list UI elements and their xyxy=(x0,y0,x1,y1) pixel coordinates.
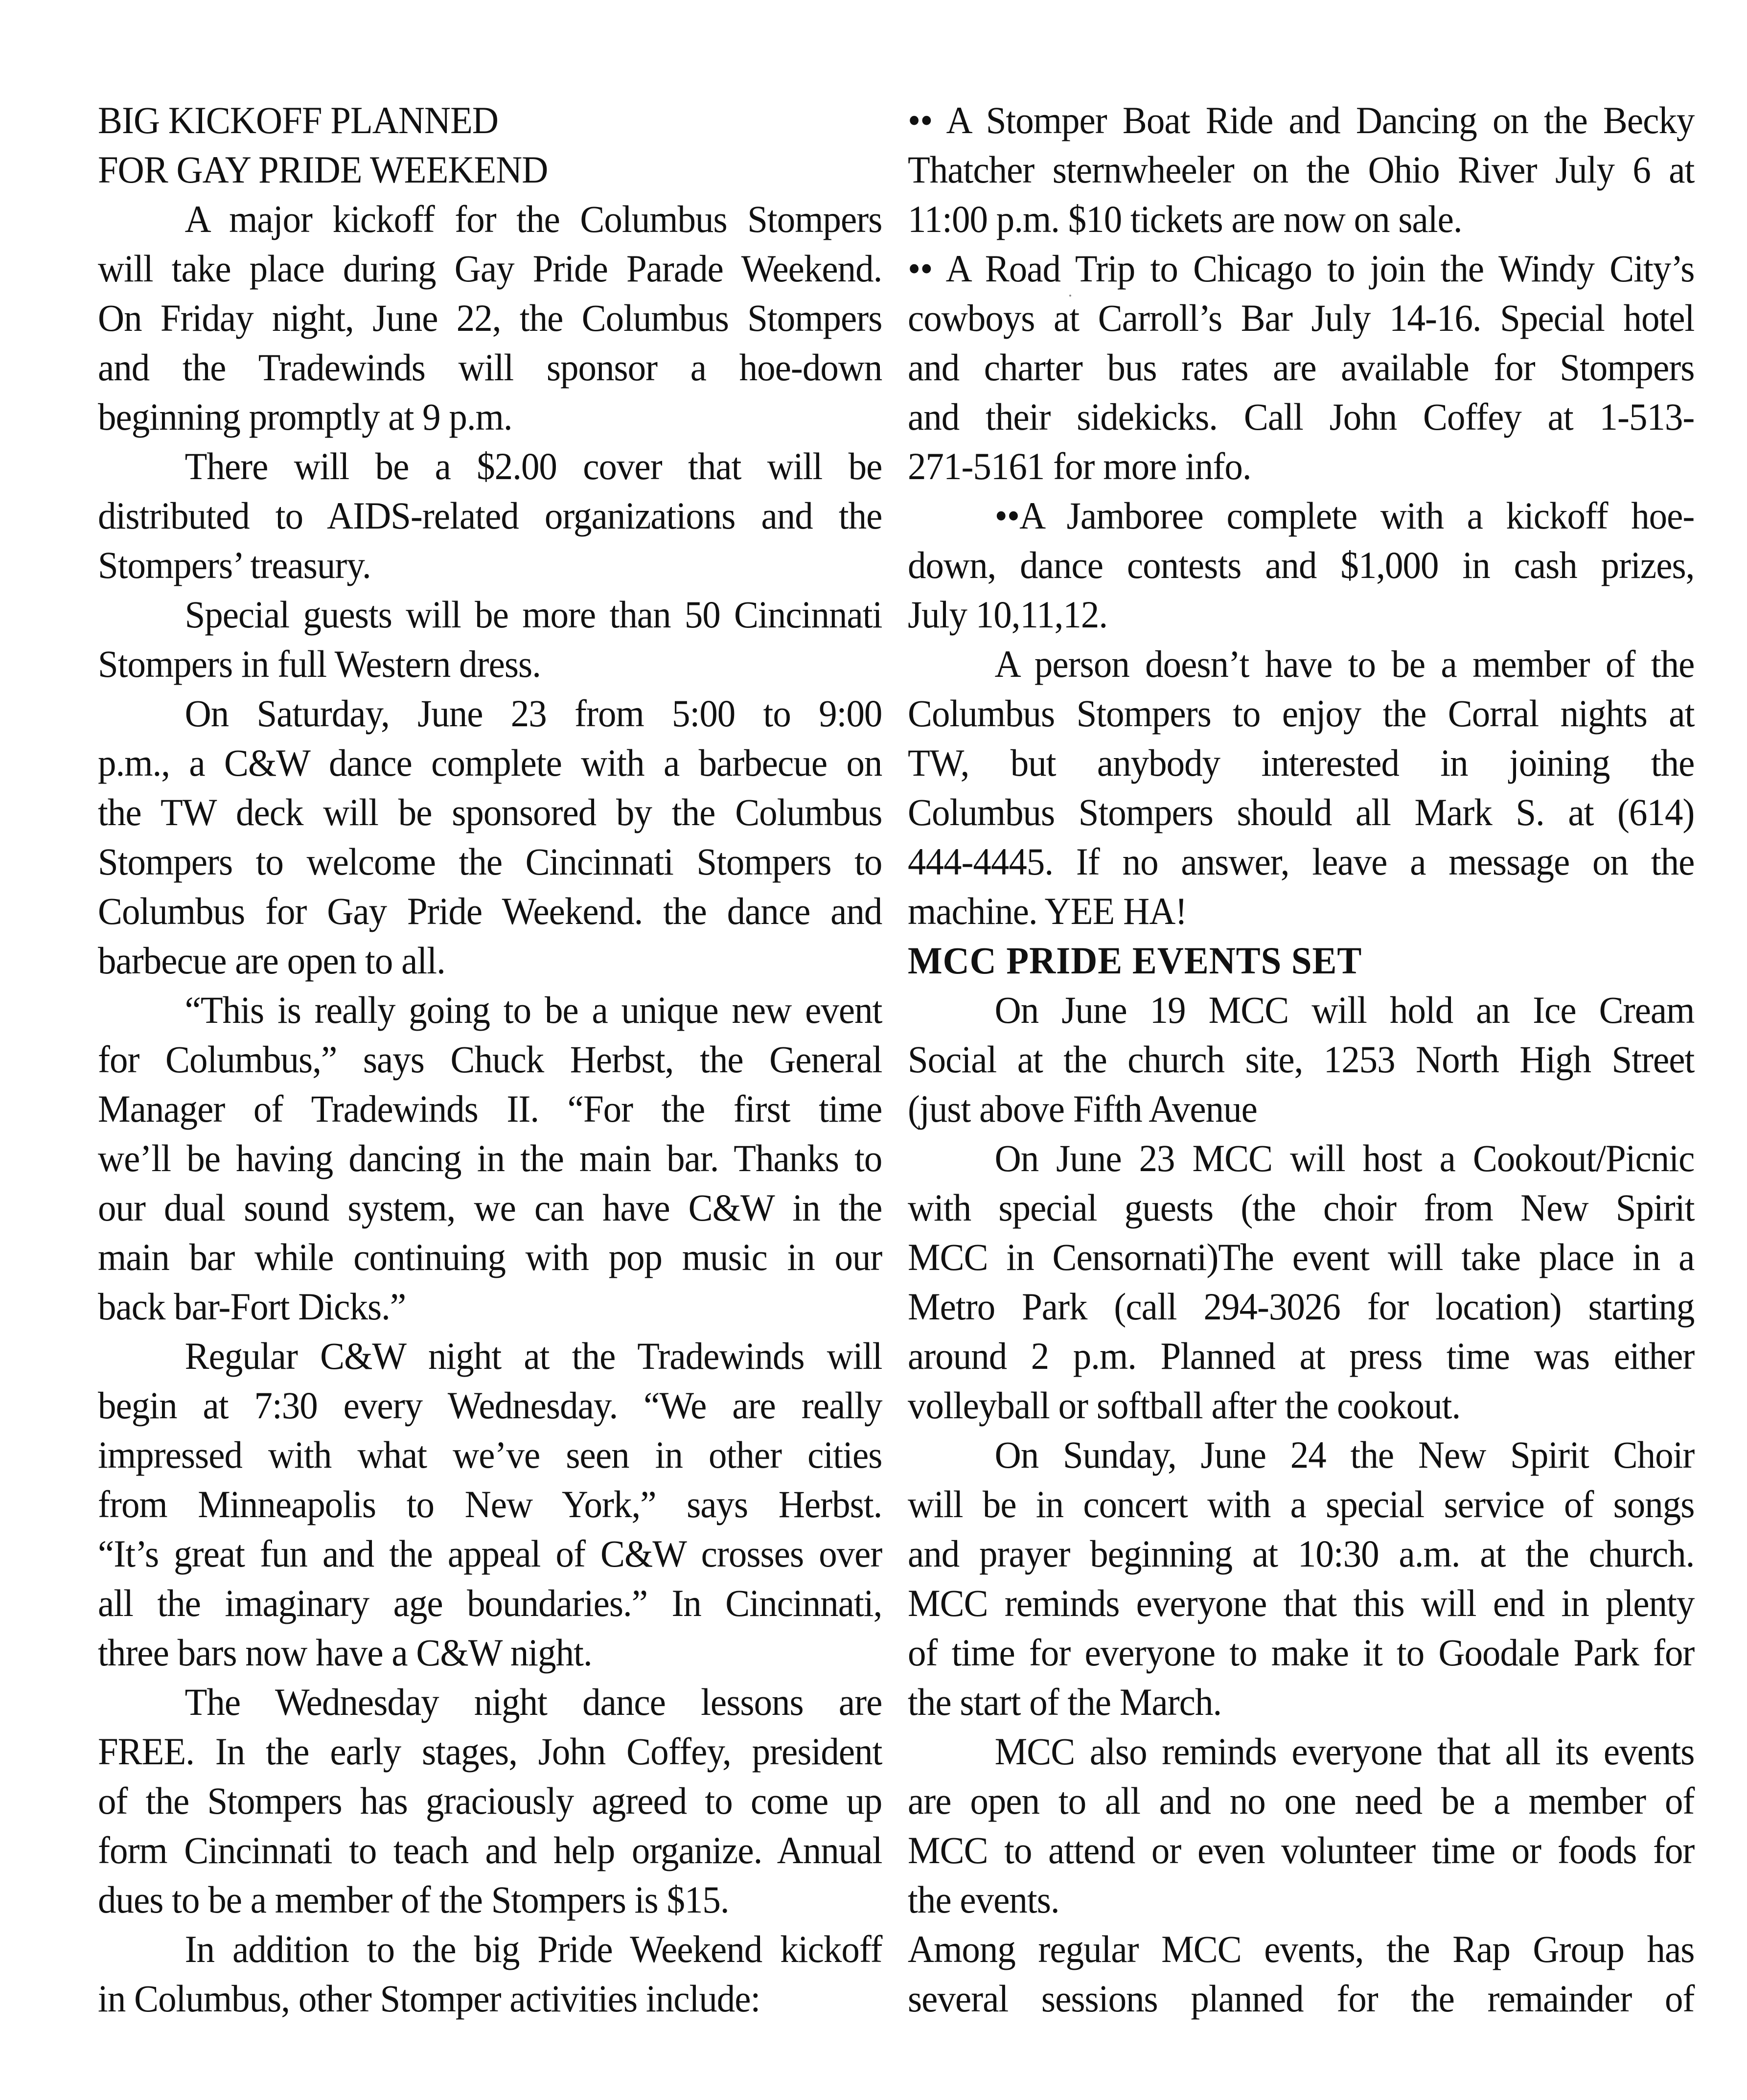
text-line: several sessions planned for the remainder of xyxy=(908,1977,1695,2020)
text-line: cowboys at Carroll’s Bar July 14-16. Special hotel xyxy=(908,297,1695,339)
text-line: MCC also reminds everyone that all its events xyxy=(994,1730,1695,1773)
text-line: Stompers to welcome the Cincinnati Stompers to xyxy=(98,840,882,883)
text-line: Social at the church site, 1253 North High Street xyxy=(908,1038,1695,1081)
text-line: the start of the March. xyxy=(908,1681,1222,1723)
text-line: around 2 p.m. Planned at press time was either xyxy=(908,1335,1695,1377)
text-line: p.m., a C&W dance complete with a barbecue on xyxy=(98,741,882,784)
text-line: MCC in Censornati)The event will take place in a xyxy=(908,1236,1695,1278)
text-line: MCC to attend or even volunteer time or foods for xyxy=(908,1829,1695,1871)
text-line: On June 23 MCC will host a Cookout/Picnic xyxy=(994,1137,1695,1179)
article-body-continued xyxy=(908,95,1696,936)
text-line: Stompers in full Western dress. xyxy=(98,643,541,685)
text-line: all the imaginary age boundaries.” In Cincinnati, xyxy=(98,1582,882,1624)
text-line: TW, but anybody interested in joining the xyxy=(908,741,1695,784)
article-mcc-pride-events xyxy=(908,936,1696,2023)
text-line: •• A Stomper Boat Ride and Dancing on the Becky xyxy=(908,99,1695,141)
text-line: our dual sound system, we can have C&W in the xyxy=(98,1186,882,1229)
text-line: form Cincinnati to teach and help organize. Annual xyxy=(98,1829,882,1871)
text-line: •• A Road Trip to Chicago to join the Windy City’s xyxy=(908,247,1695,290)
text-line: Metro Park (call 294-3026 for location) starting xyxy=(908,1285,1695,1328)
text-line: of time for everyone to make it to Goodale Park for xyxy=(908,1631,1695,1674)
text-line: and the Tradewinds will sponsor a hoe-down xyxy=(98,346,882,389)
text-line: barbecue are open to all. xyxy=(98,939,445,982)
right-column xyxy=(908,95,1696,2023)
headline-mcc: MCC PRIDE EVENTS SET xyxy=(908,939,1362,982)
text-line: dues to be a member of the Stompers is $15. xyxy=(98,1878,729,1921)
text-line: begin at 7:30 every Wednesday. “We are really xyxy=(98,1384,882,1427)
text-line: A person doesn’t have to be a member of the xyxy=(994,643,1695,685)
text-line: Thatcher sternwheeler on the Ohio River July 6 at xyxy=(908,148,1695,191)
text-line: In addition to the big Pride Weekend kickoff xyxy=(184,1928,882,1970)
text-line: three bars now have a C&W night. xyxy=(98,1631,592,1674)
text-line: the events. xyxy=(908,1878,1059,1921)
text-line: On June 19 MCC will hold an Ice Cream xyxy=(994,989,1695,1031)
text-line: and prayer beginning at 10:30 a.m. at the church. xyxy=(908,1532,1695,1575)
text-line: ••A Jamboree complete with a kickoff hoe- xyxy=(994,494,1695,537)
text-line: Special guests will be more than 50 Cincinnati xyxy=(184,593,882,636)
text-line: On Friday night, June 22, the Columbus Stompers xyxy=(98,297,882,339)
text-line: back bar-Fort Dicks.” xyxy=(98,1285,406,1328)
text-line: of the Stompers has graciously agreed to come up xyxy=(98,1779,882,1822)
text-line: Columbus Stompers to enjoy the Corral nights at xyxy=(908,692,1695,735)
text-line: “This is really going to be a unique new event xyxy=(184,989,882,1031)
text-line: for Columbus,” says Chuck Herbst, the General xyxy=(98,1038,882,1081)
text-line: impressed with what we’ve seen in other cities xyxy=(98,1433,882,1476)
text-line: down, dance contests and $1,000 in cash prizes, xyxy=(908,544,1695,586)
text-line: 11:00 p.m. $10 tickets are now on sale. xyxy=(908,198,1462,240)
text-line: 271-5161 for more info. xyxy=(908,445,1251,487)
text-line: main bar while continuing with pop music in our xyxy=(98,1236,882,1278)
text-line: in Columbus, other Stomper activities include: xyxy=(98,1977,760,2020)
article-big-kickoff-continued xyxy=(908,95,1696,936)
left-column xyxy=(98,95,883,2023)
headline-line-2: FOR GAY PRIDE WEEKEND xyxy=(98,148,548,191)
text-line: July 10,11,12. xyxy=(908,593,1108,636)
text-line: and their sidekicks. Call John Coffey at 1-513- xyxy=(908,395,1695,438)
text-line: On Sunday, June 24 the New Spirit Choir xyxy=(994,1433,1695,1476)
text-line: There will be a $2.00 cover that will be xyxy=(184,445,882,487)
text-line: beginning promptly at 9 p.m. xyxy=(98,395,512,438)
text-line: 444-4445. If no answer, leave a message on the xyxy=(908,840,1695,883)
text-line: distributed to AIDS-related organizations and the xyxy=(98,494,882,537)
text-line: “It’s great fun and the appeal of C&W crosses over xyxy=(98,1532,882,1575)
text-line: the TW deck will be sponsored by the Columbus xyxy=(98,791,882,833)
text-line: On Saturday, June 23 from 5:00 to 9:00 xyxy=(184,692,882,735)
text-line: we’ll be having dancing in the main bar. Thanks to xyxy=(98,1137,882,1179)
text-line: will take place during Gay Pride Parade Weekend. xyxy=(98,247,882,290)
text-line: and charter bus rates are available for Stompers xyxy=(908,346,1695,389)
text-line: Columbus for Gay Pride Weekend. the dance and xyxy=(98,890,882,932)
text-line: (just above Fifth Avenue xyxy=(908,1087,1257,1130)
text-line: Columbus Stompers should all Mark S. at (614) xyxy=(908,791,1695,833)
text-line: from Minneapolis to New York,” says Herbst. xyxy=(98,1483,882,1525)
text-line: volleyball or softball after the cookout. xyxy=(908,1384,1461,1427)
text-line: A major kickoff for the Columbus Stompers xyxy=(184,198,882,240)
text-line: Stompers’ treasury. xyxy=(98,544,371,586)
article-body xyxy=(908,985,1696,2023)
text-line: with special guests (the choir from New Spirit xyxy=(908,1186,1695,1229)
text-line: MCC reminds everyone that this will end in plenty xyxy=(908,1582,1695,1624)
text-line: FREE. In the early stages, John Coffey, president xyxy=(98,1730,882,1773)
text-line: will be in concert with a special service of songs xyxy=(908,1483,1695,1525)
text-line: are open to all and no one need be a member of xyxy=(908,1779,1695,1822)
text-line: The Wednesday night dance lessons are xyxy=(184,1681,882,1723)
headline-line-1: BIG KICKOFF PLANNED xyxy=(98,99,498,141)
text-line: Manager of Tradewinds II. “For the first time xyxy=(98,1087,882,1130)
print-speck xyxy=(1069,295,1071,297)
text-line: Among regular MCC events, the Rap Group has xyxy=(908,1928,1695,1970)
article-body xyxy=(98,194,883,2023)
text-line: machine. YEE HA! xyxy=(908,890,1187,932)
article-big-kickoff xyxy=(98,95,883,2023)
text-line: Regular C&W night at the Tradewinds will xyxy=(184,1335,882,1377)
